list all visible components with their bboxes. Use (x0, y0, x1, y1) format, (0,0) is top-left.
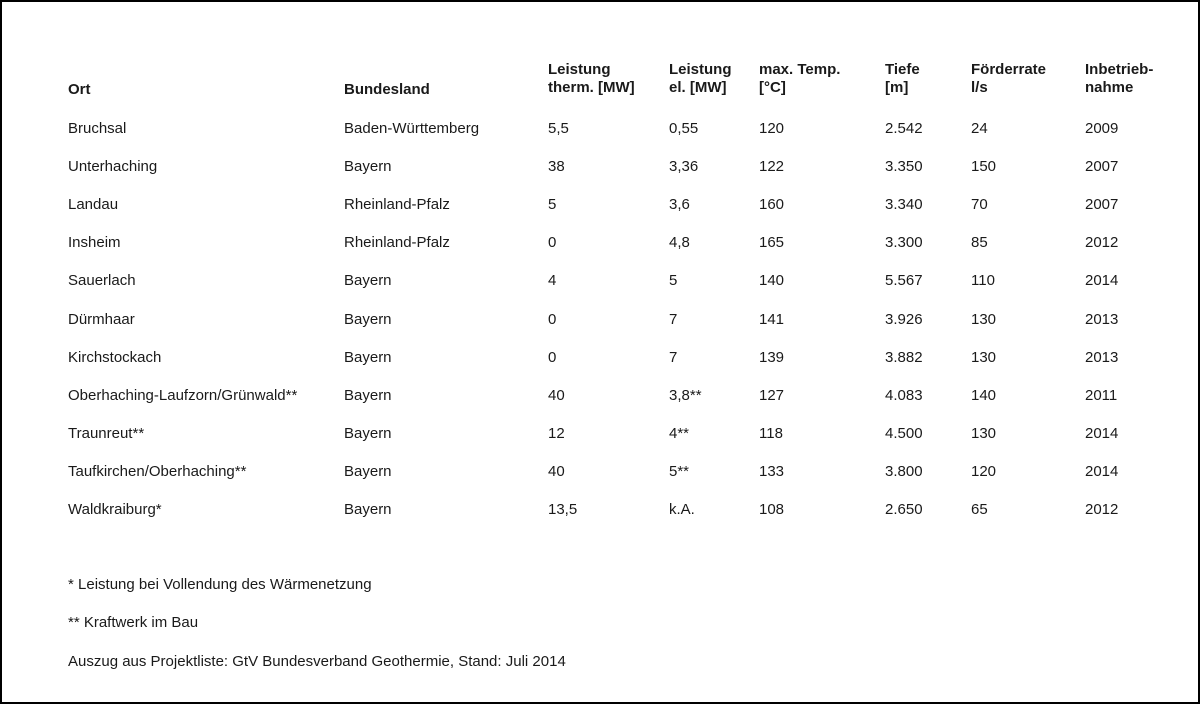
cell-leistung-el: 5** (669, 463, 690, 480)
cell-max-temp: 122 (759, 158, 785, 175)
cell-leistung-el: 5 (669, 272, 678, 289)
header-leistung-therm: Leistung therm. [MW] (548, 61, 635, 96)
cell-bundesland: Bayern (344, 387, 392, 404)
cell-leistung-therm: 0 (548, 234, 557, 251)
cell-inbetriebnahme: 2014 (1085, 272, 1119, 289)
cell-bundesland: Bayern (344, 158, 392, 175)
cell-foerderrate: 130 (971, 425, 997, 442)
cell-ort: Oberhaching-Laufzorn/Grünwald** (68, 387, 298, 404)
cell-ort: Sauerlach (68, 272, 136, 289)
cell-max-temp: 165 (759, 234, 785, 251)
cell-bundesland: Bayern (344, 349, 392, 366)
cell-leistung-therm: 12 (548, 425, 565, 442)
cell-inbetriebnahme: 2014 (1085, 463, 1119, 480)
cell-leistung-el: 4** (669, 425, 690, 442)
cell-foerderrate: 130 (971, 349, 997, 366)
cell-max-temp: 140 (759, 272, 785, 289)
cell-bundesland: Baden-Württemberg (344, 120, 480, 137)
cell-ort: Taufkirchen/Oberhaching** (68, 463, 247, 480)
cell-ort: Insheim (68, 234, 121, 251)
header-leistung-el: Leistung el. [MW] (669, 61, 732, 96)
cell-bundesland: Bayern (344, 501, 392, 518)
cell-leistung-el: 3,6 (669, 196, 690, 213)
cell-inbetriebnahme: 2012 (1085, 234, 1119, 251)
cell-tiefe: 2.542 (885, 120, 923, 137)
cell-inbetriebnahme: 2009 (1085, 120, 1119, 137)
cell-leistung-therm: 13,5 (548, 501, 578, 518)
cell-tiefe: 4.083 (885, 387, 923, 404)
footnote-double-asterisk: ** Kraftwerk im Bau (68, 614, 199, 631)
cell-leistung-therm: 38 (548, 158, 565, 175)
cell-tiefe: 4.500 (885, 425, 923, 442)
cell-leistung-therm: 5,5 (548, 120, 569, 137)
cell-leistung-therm: 5 (548, 196, 557, 213)
cell-tiefe: 3.882 (885, 349, 923, 366)
cell-foerderrate: 120 (971, 463, 997, 480)
cell-bundesland: Bayern (344, 311, 392, 328)
cell-inbetriebnahme: 2007 (1085, 158, 1119, 175)
cell-foerderrate: 65 (971, 501, 988, 518)
cell-ort: Unterhaching (68, 158, 158, 175)
cell-ort: Kirchstockach (68, 349, 162, 366)
cell-inbetriebnahme: 2013 (1085, 311, 1119, 328)
cell-bundesland: Rheinland-Pfalz (344, 196, 450, 213)
cell-max-temp: 141 (759, 311, 785, 328)
cell-leistung-therm: 0 (548, 349, 557, 366)
header-bundesland: Bundesland (344, 81, 430, 98)
cell-tiefe: 2.650 (885, 501, 923, 518)
cell-tiefe: 3.340 (885, 196, 923, 213)
cell-max-temp: 160 (759, 196, 785, 213)
cell-tiefe: 5.567 (885, 272, 923, 289)
cell-max-temp: 118 (759, 425, 783, 442)
cell-inbetriebnahme: 2012 (1085, 501, 1119, 518)
cell-leistung-therm: 0 (548, 311, 557, 328)
cell-foerderrate: 140 (971, 387, 997, 404)
cell-tiefe: 3.300 (885, 234, 923, 251)
cell-max-temp: 139 (759, 349, 785, 366)
cell-foerderrate: 110 (971, 272, 995, 289)
source-note: Auszug aus Projektliste: GtV Bundesverband Geothermie, Stand: Juli 2014 (68, 653, 566, 670)
header-foerderrate: Förderrate l/s (971, 61, 1047, 96)
cell-max-temp: 108 (759, 501, 785, 518)
cell-max-temp: 120 (759, 120, 785, 137)
footnote-single-asterisk: * Leistung bei Vollendung des Wärmenetzung (68, 576, 372, 593)
cell-tiefe: 3.350 (885, 158, 923, 175)
header-inbetriebnahme: Inbetrieb- nahme (1085, 61, 1154, 96)
cell-foerderrate: 70 (971, 196, 988, 213)
cell-inbetriebnahme: 2014 (1085, 425, 1119, 442)
cell-leistung-therm: 40 (548, 463, 565, 480)
cell-inbetriebnahme: 2013 (1085, 349, 1119, 366)
cell-bundesland: Bayern (344, 272, 392, 289)
cell-leistung-el: k.A. (669, 501, 695, 518)
cell-leistung-therm: 4 (548, 272, 557, 289)
cell-max-temp: 133 (759, 463, 785, 480)
cell-tiefe: 3.926 (885, 311, 923, 328)
cell-foerderrate: 130 (971, 311, 997, 328)
cell-ort: Bruchsal (68, 120, 127, 137)
cell-foerderrate: 150 (971, 158, 997, 175)
cell-leistung-el: 7 (669, 349, 678, 366)
cell-tiefe: 3.800 (885, 463, 923, 480)
cell-bundesland: Rheinland-Pfalz (344, 234, 450, 251)
cell-ort: Dürmhaar (68, 311, 135, 328)
header-ort: Ort (68, 81, 91, 98)
cell-leistung-el: 3,8** (669, 387, 702, 404)
cell-max-temp: 127 (759, 387, 785, 404)
cell-ort: Landau (68, 196, 119, 213)
cell-inbetriebnahme: 2007 (1085, 196, 1119, 213)
cell-ort: Waldkraiburg* (68, 501, 162, 518)
header-tiefe: Tiefe [m] (885, 61, 920, 96)
cell-leistung-therm: 40 (548, 387, 565, 404)
cell-bundesland: Bayern (344, 463, 392, 480)
cell-leistung-el: 7 (669, 311, 678, 328)
cell-foerderrate: 85 (971, 234, 988, 251)
cell-leistung-el: 4,8 (669, 234, 690, 251)
cell-ort: Traunreut** (68, 425, 145, 442)
header-max-temp: max. Temp. [°C] (759, 61, 841, 96)
cell-leistung-el: 3,36 (669, 158, 699, 175)
cell-foerderrate: 24 (971, 120, 988, 137)
cell-bundesland: Bayern (344, 425, 392, 442)
cell-inbetriebnahme: 2011 (1085, 387, 1118, 404)
cell-leistung-el: 0,55 (669, 120, 699, 137)
